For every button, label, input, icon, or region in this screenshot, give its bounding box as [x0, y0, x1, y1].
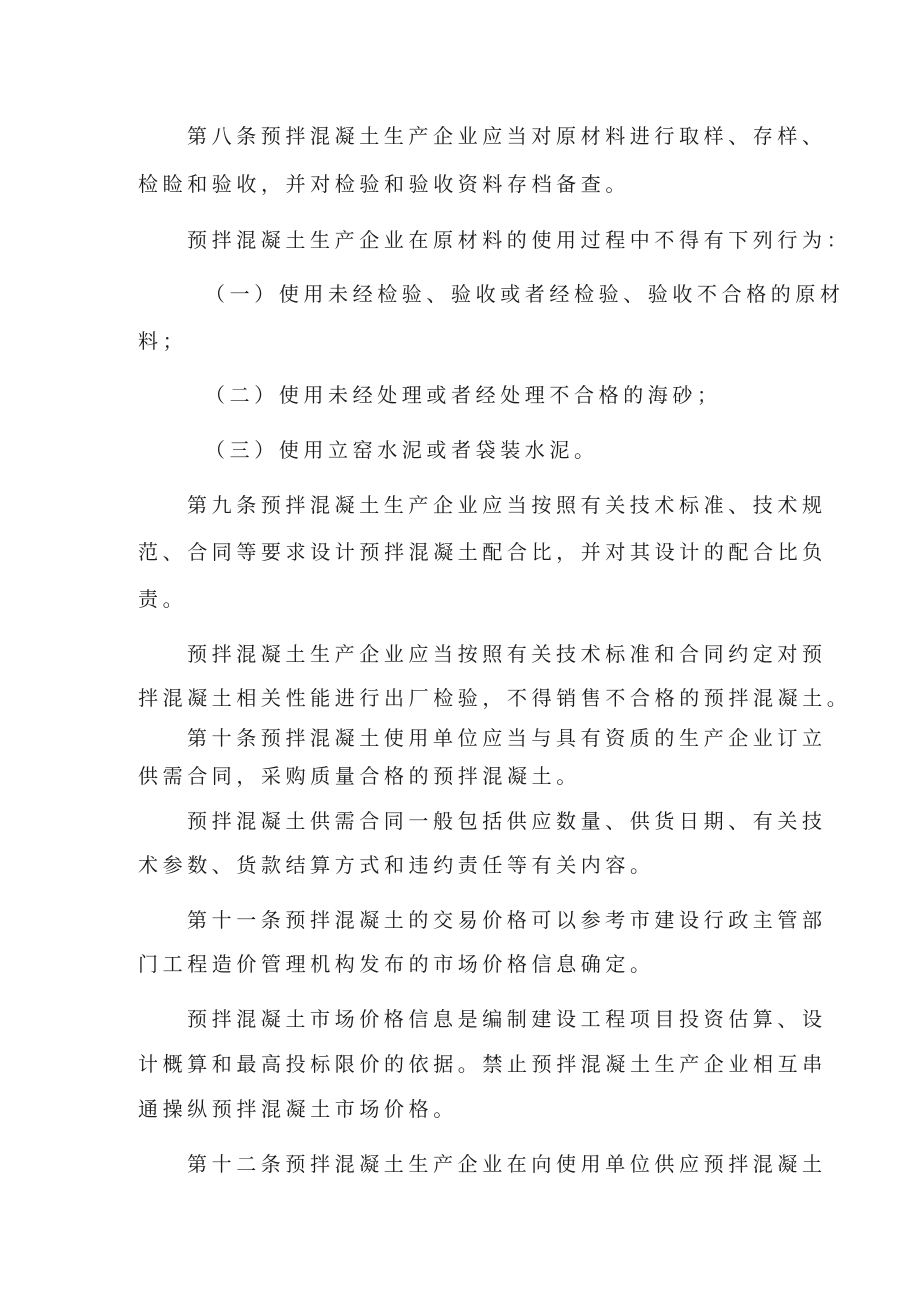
text-line: （二）使用未经处理或者经处理不合格的海砂； [205, 383, 722, 407]
text-line: 预拌混凝土市场价格信息是编制建设工程项目投资估算、设 [187, 1007, 827, 1031]
text-line: 第八条预拌混凝土生产企业应当对原材料进行取样、存样、 [187, 124, 827, 148]
text-line: 计概算和最高投标限价的依据。禁止预拌混凝土生产企业相互串 [138, 1052, 827, 1076]
text-line: 门工程造价管理机构发布的市场价格信息确定。 [138, 952, 655, 976]
text-line: 第九条预拌混凝土生产企业应当按照有关技术标准、技术规 [187, 493, 827, 517]
text-line: 料； [138, 329, 188, 353]
text-line: 供需合同，采购质量合格的预拌混凝土。 [138, 764, 581, 788]
text-line: 拌混凝土相关性能进行出厂检验，不得销售不合格的预拌混凝土。 [138, 686, 852, 710]
text-line: （三）使用立窑水泥或者袋装水泥。 [205, 438, 599, 462]
text-line: 范、合同等要求设计预拌混凝土配合比，并对其设计的配合比负 [138, 540, 827, 564]
text-line: 通操纵预拌混凝土市场价格。 [138, 1097, 458, 1121]
text-line: 第十二条预拌混凝土生产企业在向使用单位供应预拌混凝土 [187, 1152, 827, 1176]
text-line: 术参数、货款结算方式和违约责任等有关内容。 [138, 853, 655, 877]
text-line: 预拌混凝土生产企业在原材料的使用过程中不得有下列行为： [187, 228, 852, 252]
text-line: 第十一条预拌混凝土的交易价格可以参考市建设行政主管部 [187, 908, 827, 932]
text-line: 第十条预拌混凝土使用单位应当与具有资质的生产企业订立 [187, 726, 827, 750]
text-line: （一）使用未经检验、验收或者经检验、验收不合格的原材 [205, 282, 845, 306]
text-line: 预拌混凝土供需合同一般包括供应数量、供货日期、有关技 [187, 809, 827, 833]
text-line: 预拌混凝土生产企业应当按照有关技术标准和合同约定对预 [187, 642, 827, 666]
text-line: 责。 [138, 587, 188, 611]
text-line: 检睑和验收，并对检验和验收资料存档备查。 [138, 172, 630, 196]
